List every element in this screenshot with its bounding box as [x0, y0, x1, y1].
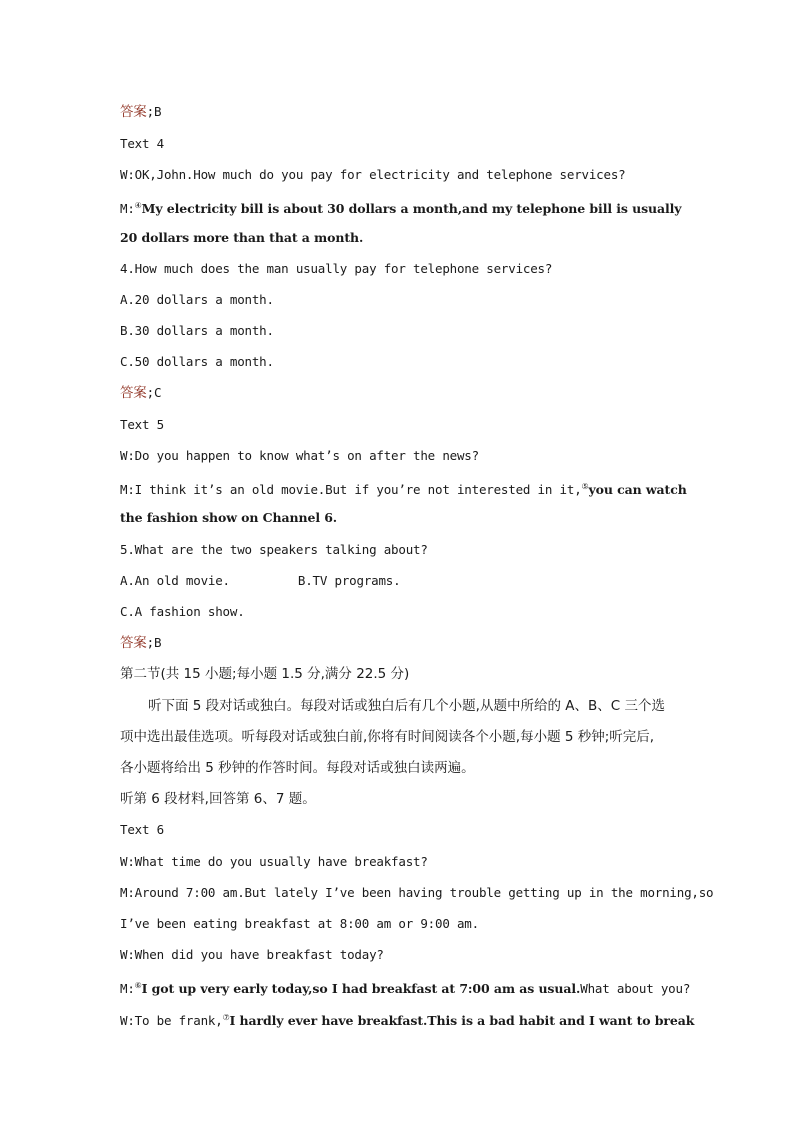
instruction-line: 听第 6 段材料,回答第 6、7 题。: [120, 791, 316, 807]
instruction-paragraph: 项中选出最佳选项。听每段对话或独白前,你将有时间阅读各个小题,每小题 5 秒钟;听完后,: [120, 729, 655, 745]
dialogue-line: W:What time do you usually have breakfast?: [120, 854, 428, 869]
dialogue-line: M:Around 7:00 am.But lately I’ve been having trouble getting up in the morning,so: [120, 885, 714, 900]
instruction-paragraph: 听下面 5 段对话或独白。每段对话或独白后有几个小题,从题中所给的 A、B、C 三个选: [148, 698, 665, 714]
answer-line: 答案;C: [120, 385, 162, 401]
answer-line: 答案;B: [120, 104, 162, 120]
option-row: [120, 573, 400, 589]
text-heading: Text 4: [120, 136, 164, 151]
dialogue-line: W:To be frank,⑦I hardly ever have breakfast.This is a bad habit and I want to break: [120, 1013, 695, 1028]
instruction-paragraph: 各小题将给出 5 秒钟的作答时间。每段对话或独白读两遍。: [120, 760, 475, 776]
circled-number-mark: ⑤: [581, 482, 589, 491]
answer-line: 答案;B: [120, 635, 162, 651]
dialogue-line: M:④My electricity bill is about 30 dollars a month,and my telephone bill is usually: [120, 201, 682, 216]
text-heading: Text 5: [120, 417, 164, 432]
option: B.30 dollars a month.: [120, 323, 274, 338]
dialogue-line: W:OK,John.How much do you pay for electricity and telephone services?: [120, 167, 626, 182]
circled-number-mark: ⑥: [134, 981, 142, 990]
dialogue-line: M:⑥I got up very early today,so I had breakfast at 7:00 am as usual.What about you?: [120, 981, 691, 996]
option: A.An old movie.: [120, 573, 230, 588]
dialogue-line: W:When did you have breakfast today?: [120, 947, 384, 962]
dialogue-line: 20 dollars more than that a month.: [120, 230, 364, 245]
section-heading: 第二节(共 15 小题;每小题 1.5 分,满分 22.5 分): [120, 666, 410, 682]
dialogue-line: W:Do you happen to know what’s on after the news?: [120, 448, 479, 463]
option: C.A fashion show.: [120, 604, 245, 619]
dialogue-line: the fashion show on Channel 6.: [120, 510, 338, 525]
option: A.20 dollars a month.: [120, 292, 274, 307]
question: 5.What are the two speakers talking about?: [120, 542, 428, 557]
option: C.50 dollars a month.: [120, 354, 274, 369]
dialogue-line: I’ve been eating breakfast at 8:00 am or 9:00 am.: [120, 916, 479, 931]
dialogue-line: M:I think it’s an old movie.But if you’re not interested in it,⑤you can watch: [120, 482, 687, 497]
circled-number-mark: ④: [134, 201, 142, 210]
option: B.TV programs.: [297, 573, 401, 588]
circled-number-mark: ⑦: [222, 1013, 230, 1022]
text-heading: Text 6: [120, 822, 164, 837]
question: 4.How much does the man usually pay for telephone services?: [120, 261, 553, 276]
